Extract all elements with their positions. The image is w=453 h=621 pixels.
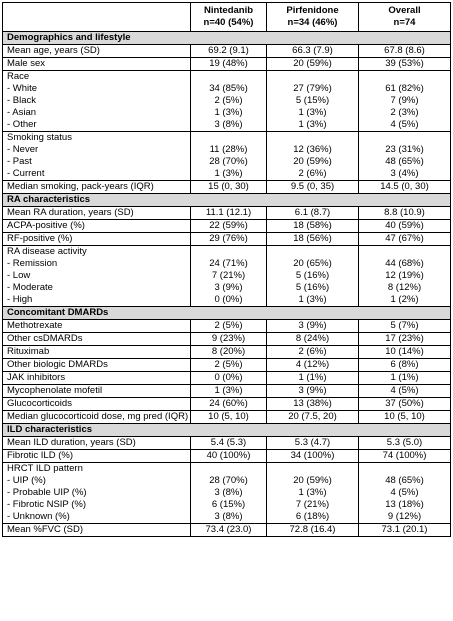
row-label-cell (3, 246, 191, 307)
overall-value-cell (359, 437, 451, 450)
pirfenidone-value-cell (267, 233, 359, 246)
pirfenidone-value: 1 (3%) (298, 107, 327, 118)
nintedanib-value-cell (191, 58, 267, 71)
header-label: Overall (388, 5, 421, 16)
nintedanib-value: 1 (3%) (214, 385, 243, 396)
nintedanib-value: 3 (8%) (214, 487, 243, 498)
pirfenidone-value: 1 (3%) (298, 119, 327, 130)
table-row (3, 58, 451, 71)
row-label: - Fibrotic NSIP (%) (7, 499, 87, 510)
pirfenidone-value: 3 (9%) (298, 320, 327, 331)
nintedanib-value: 29 (76%) (209, 233, 248, 244)
row-label: Median glucocorticoid dose, mg pred (IQR) (7, 411, 189, 422)
row-label: Male sex (7, 58, 46, 69)
overall-value: 44 (68%) (385, 258, 424, 269)
pirfenidone-value: 2 (6%) (298, 346, 327, 357)
nintedanib-value-cell (191, 181, 267, 194)
pirfenidone-value: 6 (18%) (295, 511, 330, 522)
table-row (3, 45, 451, 58)
overall-value: 14.5 (0, 30) (380, 181, 429, 192)
overall-value-cell (359, 411, 451, 424)
nintedanib-value: 69.2 (9.1) (208, 45, 249, 56)
header-label: Pirfenidone (286, 5, 339, 16)
pirfenidone-value-cell (267, 320, 359, 333)
nintedanib-value-cell (191, 132, 267, 181)
table-row (3, 411, 451, 424)
row-label-cell (3, 450, 191, 463)
overall-value: 48 (65%) (385, 156, 424, 167)
nintedanib-value: 73.4 (23.0) (205, 524, 252, 535)
overall-value: 10 (5, 10) (384, 411, 425, 422)
nintedanib-value-cell (191, 524, 267, 537)
row-label: JAK inhibitors (7, 372, 66, 383)
row-label: Fibrotic ILD (%) (7, 450, 73, 461)
overall-value-cell (359, 524, 451, 537)
nintedanib-value: 6 (15%) (211, 499, 246, 510)
pirfenidone-value-cell (267, 333, 359, 346)
overall-value: 23 (31%) (385, 144, 424, 155)
pirfenidone-value-cell (267, 45, 359, 58)
table-row (3, 207, 451, 220)
row-label-cell (3, 220, 191, 233)
row-label: Other csDMARDs (7, 333, 83, 344)
pirfenidone-value: 1 (3%) (298, 294, 327, 305)
nintedanib-value: 10 (5, 10) (208, 411, 249, 422)
header-count: n=74 (393, 17, 416, 28)
nintedanib-value: 3 (8%) (214, 119, 243, 130)
row-label: RA disease activity (7, 246, 87, 257)
overall-value: 4 (5%) (390, 487, 419, 498)
overall-value: 9 (12%) (387, 511, 422, 522)
header-pirfenidone (267, 3, 359, 32)
row-label: - Other (7, 119, 37, 130)
nintedanib-value-cell (191, 450, 267, 463)
overall-value: 7 (9%) (390, 95, 419, 106)
pirfenidone-value-cell (267, 181, 359, 194)
overall-value: 6 (8%) (390, 359, 419, 370)
nintedanib-value: 0 (0%) (214, 294, 243, 305)
pirfenidone-value-cell (267, 398, 359, 411)
row-label: RF-positive (%) (7, 233, 73, 244)
overall-value-cell (359, 58, 451, 71)
overall-value: 40 (59%) (385, 220, 424, 231)
overall-value-cell (359, 320, 451, 333)
overall-value-cell (359, 233, 451, 246)
pirfenidone-value (271, 132, 354, 144)
table-row (3, 463, 451, 524)
table-row (3, 385, 451, 398)
nintedanib-value-cell (191, 372, 267, 385)
pirfenidone-value: 20 (59%) (293, 156, 332, 167)
pirfenidone-value: 6.1 (8.7) (294, 207, 331, 218)
row-label: Median smoking, pack-years (IQR) (7, 181, 154, 192)
overall-value-cell (359, 398, 451, 411)
nintedanib-value-cell (191, 233, 267, 246)
overall-value: 67.8 (8.6) (384, 45, 425, 56)
overall-value-cell (359, 45, 451, 58)
pirfenidone-value-cell (267, 450, 359, 463)
row-label: - Unknown (%) (7, 511, 70, 522)
pirfenidone-value-cell (267, 132, 359, 181)
table-row (3, 372, 451, 385)
pirfenidone-value-cell (267, 346, 359, 359)
nintedanib-value: 28 (70%) (209, 475, 248, 486)
row-label-cell (3, 346, 191, 359)
row-label-cell (3, 398, 191, 411)
row-label-cell (3, 45, 191, 58)
pirfenidone-value-cell (267, 524, 359, 537)
pirfenidone-value: 20 (59%) (293, 475, 332, 486)
nintedanib-value: 2 (5%) (214, 320, 243, 331)
nintedanib-value-cell (191, 346, 267, 359)
overall-value: 5 (7%) (390, 320, 419, 331)
header-row (3, 3, 451, 32)
pirfenidone-value-cell (267, 220, 359, 233)
nintedanib-value: 7 (21%) (211, 270, 246, 281)
overall-value (363, 463, 446, 475)
section-row (3, 194, 451, 207)
nintedanib-value: 2 (5%) (214, 95, 243, 106)
row-label-cell (3, 233, 191, 246)
table-row (3, 181, 451, 194)
overall-value (363, 246, 446, 258)
row-label: Mean RA duration, years (SD) (7, 207, 134, 218)
nintedanib-value: 8 (20%) (211, 346, 246, 357)
pirfenidone-value: 12 (36%) (293, 144, 332, 155)
pirfenidone-value: 20 (7.5, 20) (288, 411, 337, 422)
overall-value (363, 132, 446, 144)
row-label-cell (3, 385, 191, 398)
header-overall (359, 3, 451, 32)
table-row (3, 132, 451, 181)
row-label: - Low (7, 270, 31, 281)
pirfenidone-value: 1 (1%) (298, 372, 327, 383)
nintedanib-value: 11 (28%) (209, 144, 248, 155)
pirfenidone-value: 8 (24%) (295, 333, 330, 344)
table-row (3, 246, 451, 307)
row-label: Mycophenolate mofetil (7, 385, 103, 396)
nintedanib-value (195, 246, 262, 258)
section-heading: Concomitant DMARDs (3, 307, 451, 320)
pirfenidone-value: 72.8 (16.4) (289, 524, 336, 535)
overall-value-cell (359, 132, 451, 181)
nintedanib-value: 3 (8%) (214, 511, 243, 522)
row-label: ACPA-positive (%) (7, 220, 85, 231)
overall-value: 73.1 (20.1) (381, 524, 428, 535)
overall-value: 47 (67%) (385, 233, 424, 244)
pirfenidone-value-cell (267, 463, 359, 524)
section-row (3, 32, 451, 45)
nintedanib-value: 40 (100%) (206, 450, 251, 461)
nintedanib-value-cell (191, 45, 267, 58)
row-label-cell (3, 207, 191, 220)
row-label-cell (3, 411, 191, 424)
nintedanib-value (195, 71, 262, 83)
nintedanib-value-cell (191, 411, 267, 424)
row-label-cell (3, 181, 191, 194)
pirfenidone-value: 4 (12%) (295, 359, 330, 370)
overall-value: 48 (65%) (385, 475, 424, 486)
section-heading: RA characteristics (3, 194, 451, 207)
nintedanib-value-cell (191, 220, 267, 233)
row-label: HRCT ILD pattern (7, 463, 83, 474)
overall-value-cell (359, 246, 451, 307)
pirfenidone-value: 34 (100%) (290, 450, 335, 461)
row-label-cell (3, 71, 191, 132)
table-row (3, 359, 451, 372)
pirfenidone-value-cell (267, 372, 359, 385)
row-label: - Past (7, 156, 32, 167)
overall-value: 17 (23%) (385, 333, 424, 344)
nintedanib-value: 15 (0, 30) (208, 181, 249, 192)
row-label: - White (7, 83, 38, 94)
overall-value: 4 (5%) (390, 385, 419, 396)
row-label: Other biologic DMARDs (7, 359, 108, 370)
nintedanib-value: 1 (3%) (214, 168, 243, 179)
section-heading: ILD characteristics (3, 424, 451, 437)
section-row (3, 307, 451, 320)
row-label: - Black (7, 95, 37, 106)
nintedanib-value: 24 (60%) (209, 398, 248, 409)
row-label: - Remission (7, 258, 58, 269)
row-label: Mean age, years (SD) (7, 45, 100, 56)
row-label: - Current (7, 168, 45, 179)
pirfenidone-value: 27 (79%) (293, 83, 332, 94)
header-count: n=34 (46%) (287, 17, 338, 28)
nintedanib-value: 9 (23%) (211, 333, 246, 344)
row-label: Methotrexate (7, 320, 63, 331)
pirfenidone-value: 66.3 (7.9) (292, 45, 333, 56)
row-label: Rituximab (7, 346, 50, 357)
overall-value: 5.3 (5.0) (386, 437, 423, 448)
pirfenidone-value: 1 (3%) (298, 487, 327, 498)
pirfenidone-value (271, 246, 354, 258)
pirfenidone-value: 7 (21%) (295, 499, 330, 510)
table-row (3, 524, 451, 537)
pirfenidone-value: 5 (16%) (295, 270, 330, 281)
row-label-cell (3, 463, 191, 524)
overall-value-cell (359, 372, 451, 385)
baseline-characteristics-table (2, 2, 451, 537)
overall-value: 4 (5%) (390, 119, 419, 130)
header-nintedanib (191, 3, 267, 32)
table-row (3, 320, 451, 333)
nintedanib-value (195, 132, 262, 144)
nintedanib-value-cell (191, 463, 267, 524)
pirfenidone-value: 5 (15%) (295, 95, 330, 106)
overall-value: 61 (82%) (385, 83, 424, 94)
overall-value: 37 (50%) (385, 398, 424, 409)
pirfenidone-value (271, 71, 354, 83)
pirfenidone-value-cell (267, 207, 359, 220)
pirfenidone-value (271, 463, 354, 475)
pirfenidone-value-cell (267, 58, 359, 71)
nintedanib-value: 0 (0%) (214, 372, 243, 383)
row-label-cell (3, 359, 191, 372)
overall-value-cell (359, 385, 451, 398)
nintedanib-value: 5.4 (5.3) (210, 437, 247, 448)
nintedanib-value (195, 463, 262, 475)
nintedanib-value-cell (191, 207, 267, 220)
nintedanib-value-cell (191, 71, 267, 132)
row-label: - Probable UIP (%) (7, 487, 87, 498)
header-empty-cell (3, 3, 191, 32)
nintedanib-value-cell (191, 437, 267, 450)
overall-value: 8.8 (10.9) (384, 207, 425, 218)
table-row (3, 233, 451, 246)
overall-value-cell (359, 346, 451, 359)
header-label: Nintedanib (203, 5, 254, 16)
row-label: Glucocorticoids (7, 398, 72, 409)
overall-value: 2 (3%) (390, 107, 419, 118)
overall-value-cell (359, 450, 451, 463)
overall-value-cell (359, 220, 451, 233)
row-label: Smoking status (7, 132, 72, 143)
nintedanib-value: 34 (85%) (209, 83, 248, 94)
table-row (3, 398, 451, 411)
overall-value-cell (359, 463, 451, 524)
pirfenidone-value-cell (267, 437, 359, 450)
pirfenidone-value: 20 (59%) (293, 58, 332, 69)
pirfenidone-value: 5 (16%) (295, 282, 330, 293)
nintedanib-value-cell (191, 246, 267, 307)
table-row (3, 437, 451, 450)
row-label: - Asian (7, 107, 37, 118)
nintedanib-value: 28 (70%) (209, 156, 248, 167)
pirfenidone-value: 9.5 (0, 35) (290, 181, 335, 192)
table-row (3, 346, 451, 359)
nintedanib-value-cell (191, 320, 267, 333)
overall-value-cell (359, 359, 451, 372)
section-row (3, 424, 451, 437)
overall-value: 12 (19%) (385, 270, 424, 281)
nintedanib-value-cell (191, 385, 267, 398)
overall-value: 1 (1%) (390, 372, 419, 383)
pirfenidone-value: 18 (58%) (293, 220, 332, 231)
nintedanib-value: 11.1 (12.1) (205, 207, 252, 218)
overall-value: 1 (2%) (390, 294, 419, 305)
pirfenidone-value-cell (267, 359, 359, 372)
overall-value: 13 (18%) (385, 499, 424, 510)
header-count: n=40 (54%) (203, 17, 254, 28)
table-row (3, 333, 451, 346)
pirfenidone-value: 20 (65%) (293, 258, 332, 269)
pirfenidone-value: 3 (9%) (298, 385, 327, 396)
overall-value-cell (359, 333, 451, 346)
table-row (3, 450, 451, 463)
overall-value: 3 (4%) (390, 168, 419, 179)
nintedanib-value-cell (191, 398, 267, 411)
row-label: Mean ILD duration, years (SD) (7, 437, 136, 448)
row-label-cell (3, 333, 191, 346)
overall-value: 39 (53%) (385, 58, 424, 69)
section-heading: Demographics and lifestyle (3, 32, 451, 45)
row-label: - Moderate (7, 282, 53, 293)
overall-value-cell (359, 207, 451, 220)
table-row (3, 71, 451, 132)
pirfenidone-value-cell (267, 246, 359, 307)
table-row (3, 220, 451, 233)
overall-value-cell (359, 71, 451, 132)
overall-value: 8 (12%) (387, 282, 422, 293)
overall-value-cell (359, 181, 451, 194)
overall-value (363, 71, 446, 83)
row-label: Mean %FVC (SD) (7, 524, 84, 535)
row-label: - High (7, 294, 33, 305)
row-label: - UIP (%) (7, 475, 46, 486)
pirfenidone-value-cell (267, 411, 359, 424)
nintedanib-value: 24 (71%) (209, 258, 248, 269)
row-label-cell (3, 437, 191, 450)
pirfenidone-value-cell (267, 385, 359, 398)
nintedanib-value: 3 (9%) (214, 282, 243, 293)
row-label-cell (3, 372, 191, 385)
nintedanib-value-cell (191, 359, 267, 372)
nintedanib-value: 2 (5%) (214, 359, 243, 370)
row-label-cell (3, 320, 191, 333)
pirfenidone-value-cell (267, 71, 359, 132)
row-label-cell (3, 132, 191, 181)
overall-value: 10 (14%) (385, 346, 424, 357)
row-label-cell (3, 58, 191, 71)
pirfenidone-value: 5.3 (4.7) (294, 437, 331, 448)
nintedanib-value: 19 (48%) (209, 58, 248, 69)
pirfenidone-value: 18 (56%) (293, 233, 332, 244)
nintedanib-value: 1 (3%) (214, 107, 243, 118)
row-label: - Never (7, 144, 39, 155)
nintedanib-value-cell (191, 333, 267, 346)
nintedanib-value: 22 (59%) (209, 220, 248, 231)
overall-value: 74 (100%) (382, 450, 427, 461)
pirfenidone-value: 2 (6%) (298, 168, 327, 179)
row-label: Race (7, 71, 30, 82)
row-label-cell (3, 524, 191, 537)
pirfenidone-value: 13 (38%) (293, 398, 332, 409)
